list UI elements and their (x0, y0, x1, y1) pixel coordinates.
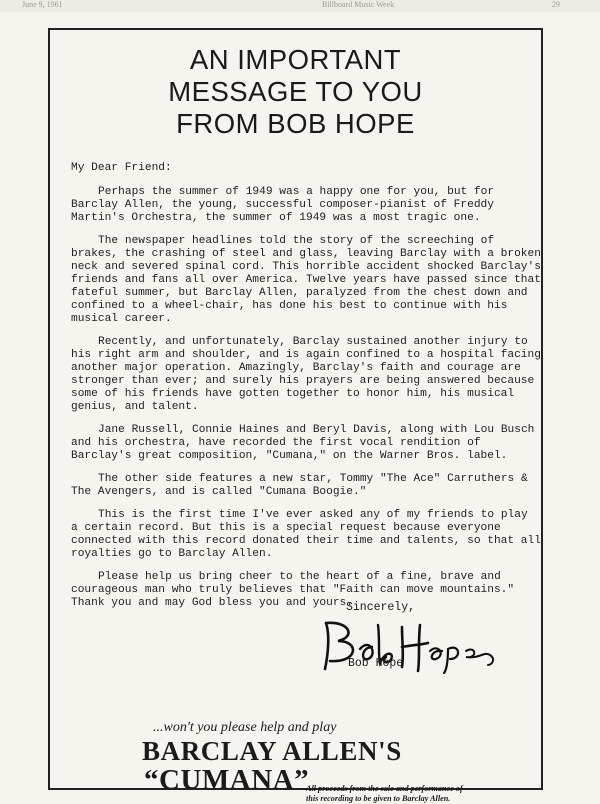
proceeds-line: All proceeds from the sale and performance of (306, 784, 463, 793)
song-title: “CUMANA” (144, 764, 310, 796)
headline-line: FROM BOB HOPE (176, 108, 415, 139)
advertisement-box (48, 28, 543, 803)
paragraph: The other side features a new star, Tommy "The Ace" Carruthers & The Avengers, and is called "Cumana Boogie." (71, 473, 528, 498)
paragraph: Recently, and unfortunately, Barclay sustained another injury to his right arm and shoulder, and is again confined to a hospital facing another major operation. Amazingly, Barclay's faith and courage are stronger than ever; and surely his prayers are being answered because some of his friends have gotten together to honor him, his musical genius, and talent. (71, 336, 541, 413)
handwritten-signature (320, 615, 500, 675)
paragraph: Please help us bring cheer to the heart of a fine, brave and courageous man who truly believes that "Faith can move mountains." Thank you and may God bless you and yours. (71, 571, 515, 609)
header-page-number: 29 (552, 0, 560, 9)
proceeds-line: this recording to be given to Barclay Allen. (306, 794, 451, 803)
paragraph: Jane Russell, Connie Haines and Beryl Davis, along with Lou Busch and his orchestra, have recorded the first vocal rendition of Barclay's great composition, "Cumana," on the Warner Bros. label. (71, 424, 535, 462)
headline-line: AN IMPORTANT (189, 44, 402, 75)
paragraph: The newspaper headlines told the story of the screeching of brakes, the crashing of steel and glass, leaving Barclay with a broken neck and severed spinal cord. This horrible accident shocked Barclay's friends and fans all over America. Twelve years have passed since that fateful summer, but Barclay Allen, paralyzed from the chest down and confined to a wheel-chair, has done his best to continue with his musical career. (71, 235, 541, 325)
headline-line: MESSAGE TO YOU (168, 76, 423, 107)
signer-name: Bob Hope (348, 657, 404, 670)
header-date: June 9, 1961 (22, 0, 63, 9)
page-header (22, 0, 582, 10)
closing: Sincerely, (346, 601, 416, 614)
paragraph: This is the first time I've ever asked any of my friends to play a certain record. But this is a special request because everyone connected with this record donated their time and talents, so that all royalties go to Barclay Allen. (71, 509, 541, 560)
letter-body (71, 162, 541, 620)
plea-text: ...won't you please help and play (153, 720, 337, 735)
greeting: My Dear Friend: (71, 162, 172, 174)
paragraph: Perhaps the summer of 1949 was a happy one for you, but for Barclay Allen, the young, successful composer-pianist of Freddy Martin's Orchestra, the summer of 1949 was a most tragic one. (71, 186, 495, 224)
artist-title: BARCLAY ALLEN'S (142, 736, 402, 766)
header-publication: Billboard Music Week (322, 0, 395, 9)
proceeds-note (306, 784, 598, 804)
headline (50, 44, 541, 140)
